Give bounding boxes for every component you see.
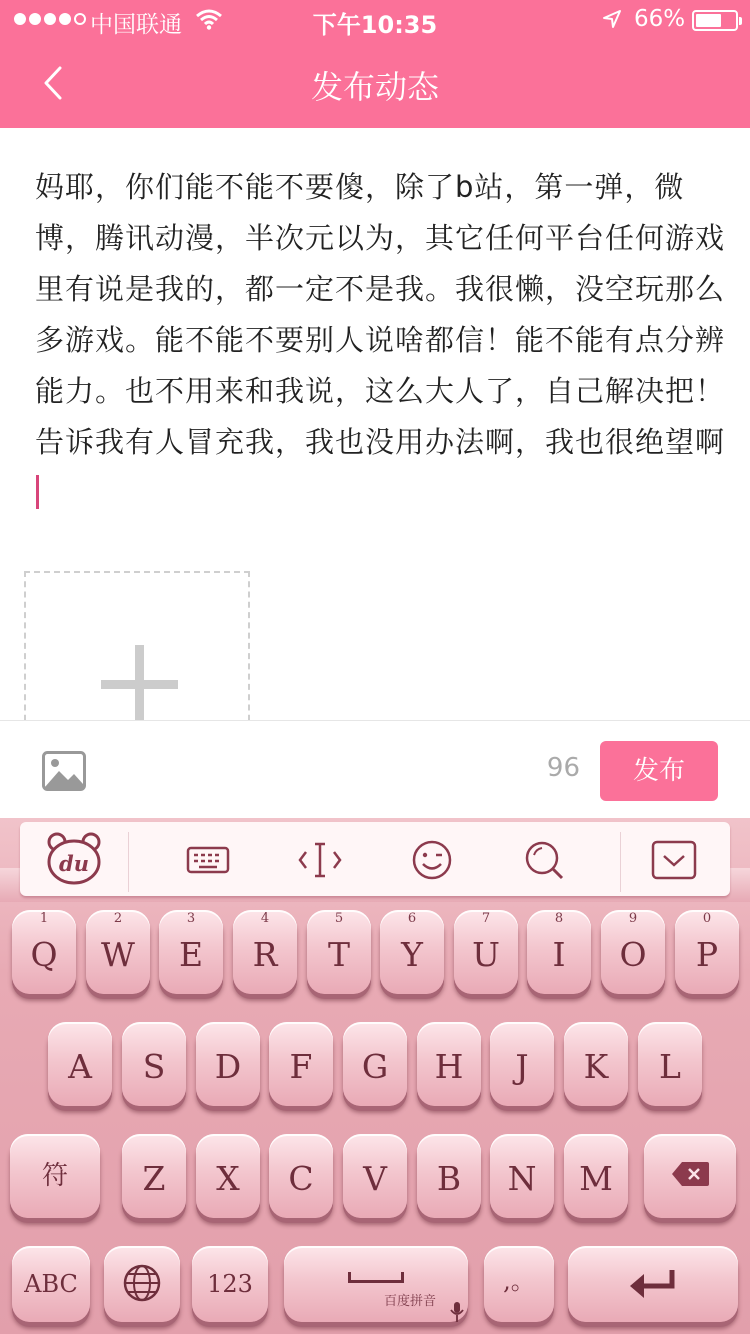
battery-icon — [692, 10, 738, 31]
key-a[interactable]: A — [48, 1022, 112, 1106]
key-m[interactable]: M — [564, 1134, 628, 1218]
ime-name: 百度拼音 — [384, 1294, 437, 1309]
key-q[interactable]: 1 Q — [12, 910, 76, 994]
key-h[interactable]: H — [417, 1022, 481, 1106]
backspace-icon — [670, 1160, 710, 1188]
return-icon — [628, 1268, 678, 1300]
location-arrow-icon — [602, 9, 622, 29]
status-bar — [0, 0, 750, 40]
punctuation-key[interactable]: ,。 — [484, 1246, 554, 1322]
number-key[interactable]: 123 — [192, 1246, 268, 1322]
key-s[interactable]: S — [122, 1022, 186, 1106]
space-icon — [348, 1280, 404, 1283]
backspace-key[interactable] — [644, 1134, 736, 1218]
key-r[interactable]: 4 R — [233, 910, 297, 994]
compose-toolbar — [0, 720, 750, 818]
publish-button[interactable]: 发布 — [600, 741, 718, 801]
globe-key[interactable] — [104, 1246, 180, 1322]
emoji-icon[interactable] — [408, 836, 456, 884]
cursor-icon[interactable] — [296, 836, 344, 884]
key-l[interactable]: L — [638, 1022, 702, 1106]
collapse-keyboard-icon[interactable] — [650, 836, 698, 884]
key-k[interactable]: K — [564, 1022, 628, 1106]
key-g[interactable]: G — [343, 1022, 407, 1106]
add-photo-button[interactable] — [24, 571, 250, 731]
search-icon[interactable] — [520, 836, 568, 884]
key-o[interactable]: 9 O — [601, 910, 665, 994]
image-icon[interactable] — [42, 751, 86, 791]
key-z[interactable]: Z — [122, 1134, 186, 1218]
key-n[interactable]: N — [490, 1134, 554, 1218]
key-i[interactable]: 8 I — [527, 910, 591, 994]
app-header — [0, 0, 750, 128]
key-w[interactable]: 2 W — [86, 910, 150, 994]
post-text-input[interactable] — [35, 162, 725, 519]
key-j[interactable]: J — [490, 1022, 554, 1106]
microphone-icon — [450, 1302, 464, 1322]
keyboard-icon[interactable] — [184, 836, 232, 884]
remaining-char-count: 96 — [546, 753, 580, 783]
battery-percent: 66% — [634, 6, 686, 32]
key-e[interactable]: 3 E — [159, 910, 223, 994]
key-d[interactable]: D — [196, 1022, 260, 1106]
page-title: 发布动态 — [310, 68, 439, 106]
key-x[interactable]: X — [196, 1134, 260, 1218]
svg-text:du: du — [59, 851, 89, 876]
key-f[interactable]: F — [269, 1022, 333, 1106]
key-t[interactable]: 5 T — [307, 910, 371, 994]
post-text-content: 妈耶，你们能不能不要傻，除了b站，第一弹，微博，腾讯动漫，半次元以为，其它任何平台任何游戏里有说是我的，都一定不是我。我很懒，没空玩那么多游戏。能不能不要别人说啥都信！能不能有点分辨能力。也不用来和我说，这么大人了，自己解决把！告诉我有人冒充我，我也没用办法啊，我也很绝望啊 — [35, 170, 726, 459]
key-b[interactable]: B — [417, 1134, 481, 1218]
keyboard — [0, 818, 750, 1334]
du-logo-icon[interactable] — [46, 830, 102, 886]
key-c[interactable]: C — [269, 1134, 333, 1218]
key-p[interactable]: 0 P — [675, 910, 739, 994]
key-y[interactable]: 6 Y — [380, 910, 444, 994]
enter-key[interactable] — [568, 1246, 738, 1322]
space-key[interactable] — [284, 1246, 468, 1322]
key-v[interactable]: V — [343, 1134, 407, 1218]
carrier-name: 中国联通 — [90, 12, 182, 38]
symbol-key[interactable]: 符 — [10, 1134, 100, 1218]
status-time: 下午10:35 — [312, 11, 438, 39]
key-u[interactable]: 7 U — [454, 910, 518, 994]
text-cursor — [36, 475, 39, 509]
globe-icon — [122, 1263, 162, 1303]
abc-key[interactable]: ABC — [12, 1246, 90, 1322]
keyboard-toolbar — [20, 822, 730, 896]
